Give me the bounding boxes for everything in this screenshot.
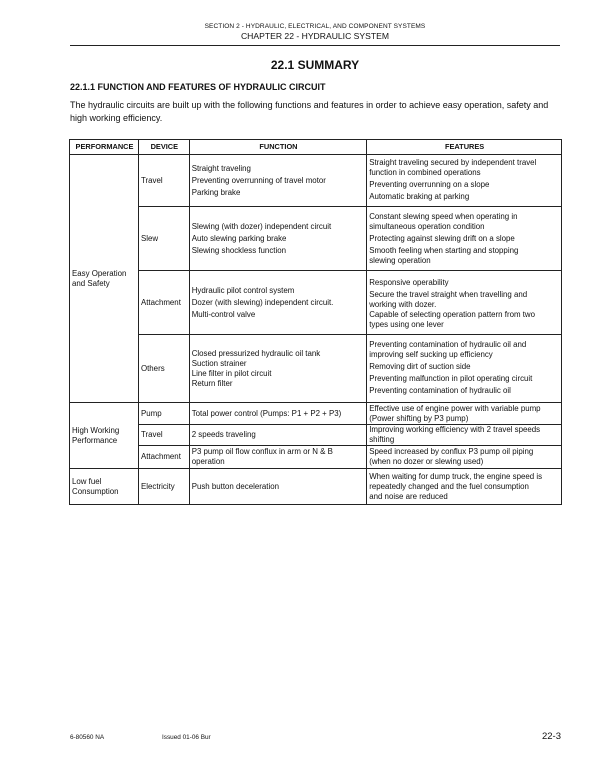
performance-text: Low fuel [72,476,102,486]
function-text: Total power control (Pumps: P1 + P2 + P3) [191,408,342,418]
features-cell [367,469,562,505]
feature-item [369,180,560,190]
device-cell: Pump [138,403,189,425]
performance-cell [70,403,139,469]
feature-item [369,246,560,266]
function-text: 2 speeds traveling [191,430,256,439]
device-cell: Travel [138,155,189,207]
column-header: FEATURES [367,140,562,155]
function-cell [189,469,367,505]
page-header [70,22,560,42]
table-row [70,155,562,207]
feature-item [369,447,560,467]
performance-text: Performance [72,435,118,445]
feature-text: Secure the travel straight when travelling and [369,289,528,299]
function-text: Line filter in pilot circuit [191,368,272,378]
feature-item [369,425,560,445]
feature-text: shifting [369,435,395,444]
function-text: Preventing overrunning of travel motor [191,175,326,185]
feature-text: Preventing contamination of hydraulic oil [369,385,511,395]
table-row [70,425,562,446]
column-header: PERFORMANCE [70,140,139,155]
feature-item [369,192,560,202]
device-cell: Electricity [138,469,189,505]
page-title: 22.1 SUMMARY [270,58,360,72]
function-cell [189,271,367,335]
function-text: operation [191,457,225,466]
function-text: Slewing shockless function [191,245,286,255]
features-cell [367,403,562,425]
performance-cell [70,155,139,403]
feature-item [369,278,560,288]
function-text: P3 pump oil flow conflux in arm or N & B [191,447,333,456]
device-cell: Attachment [138,271,189,335]
performance-text: Consumption [72,486,119,496]
feature-text: Effective use of engine power with variable pump [369,403,541,413]
feature-text: repeatedly changed and the fuel consumption [369,481,529,491]
chapter-title: CHAPTER 22 - HYDRAULIC SYSTEM [240,31,390,41]
feature-item [369,158,560,178]
device-cell: Attachment [138,446,189,469]
feature-text: types using one lever [369,319,444,329]
column-header: DEVICE [138,140,189,155]
hydraulic-circuit-table [69,139,562,505]
function-text: Hydraulic pilot control system [191,285,295,295]
features-cell [367,335,562,403]
feature-text: Responsive operability [369,277,449,287]
device-cell: Slew [138,207,189,271]
feature-text: slewing operation [369,255,431,265]
intro-paragraph: The hydraulic circuits are built up with the following functions and features in order to achieve easy operation, safety and high working efficiency. [70,100,549,123]
column-header: FUNCTION [189,140,367,155]
table-row [70,335,562,403]
feature-text: Capable of selecting operation pattern from two [369,309,536,319]
feature-text: improving self sucking up efficiency [369,349,493,359]
function-cell [189,446,367,469]
function-text: Multi-control valve [191,309,256,319]
function-cell [189,425,367,446]
feature-text: Preventing overrunning on a slope [369,179,490,189]
table-header-row [70,140,562,155]
performance-text: Easy Operation [72,268,127,278]
feature-item [369,310,560,330]
feature-item [369,386,560,396]
performance-text: and Safety [72,278,110,288]
table-row [70,446,562,469]
features-cell [367,271,562,335]
feature-text: Smooth feeling when starting and stopping [369,245,519,255]
function-text: Return filter [191,378,233,388]
page-number: 22-3 [541,731,561,742]
function-cell [189,335,367,403]
feature-text: (Power shifting by P3 pump) [369,413,469,423]
table-row [70,271,562,335]
feature-text: Straight traveling secured by independent travel [369,157,537,167]
feature-item [369,374,560,384]
features-cell [367,155,562,207]
feature-item [369,362,560,372]
table-row [70,207,562,271]
function-text: Auto slewing parking brake [191,233,287,243]
device-cell: Travel [138,425,189,446]
feature-text: When waiting for dump truck, the engine speed is [369,471,543,481]
function-cell [189,155,367,207]
doc-number: 6-80560 NA [70,734,105,741]
feature-text: simultaneous operation condition [369,221,485,231]
section-title: SECTION 2 - HYDRAULIC, ELECTRICAL, AND COMPONENT SYSTEMS [204,23,426,30]
feature-item [369,212,560,232]
function-text: Dozer (with slewing) independent circuit. [191,297,334,307]
issue-info: Issued 01-06 Bur [162,734,211,741]
function-cell [189,403,367,425]
feature-text: Removing dirt of suction side [369,361,471,371]
function-text: Parking brake [191,187,241,197]
performance-text: High Working [72,425,120,435]
feature-text: Speed increased by conflux P3 pump oil piping [369,447,534,456]
features-cell [367,446,562,469]
feature-text: Protecting against slewing drift on a slope [369,233,515,243]
function-text: Suction strainer [191,358,247,368]
header-rule [70,45,560,46]
function-text: Slewing (with dozer) independent circuit [191,221,332,231]
features-cell [367,425,562,446]
feature-item [369,234,560,244]
table-body [70,155,562,505]
feature-text: Constant slewing speed when operating in [369,211,518,221]
feature-text: Preventing malfunction in pilot operating circuit [369,373,533,383]
feature-item [369,340,560,360]
feature-text: (when no dozer or slewing used) [369,457,484,466]
function-text: Push button deceleration [191,481,279,491]
function-text: Closed pressurized hydraulic oil tank [191,348,321,358]
performance-cell [70,469,139,505]
feature-item [369,472,560,502]
feature-text: Automatic braking at parking [369,191,470,201]
function-cell [189,207,367,271]
table-row [70,469,562,505]
feature-item [369,290,560,310]
device-cell: Others [138,335,189,403]
feature-text: working with dozer. [369,299,437,309]
subheading: 22.1.1 FUNCTION AND FEATURES OF HYDRAULIC CIRCUIT [70,82,326,92]
feature-text: Preventing contamination of hydraulic oil and [369,339,527,349]
feature-text: Improving working efficiency with 2 travel speeds [369,425,541,434]
feature-item [369,404,560,424]
feature-text: function in combined operations [369,167,481,177]
table-row [70,403,562,425]
feature-text: and noise are reduced [369,491,448,501]
features-cell [367,207,562,271]
function-text: Straight traveling [191,163,251,173]
